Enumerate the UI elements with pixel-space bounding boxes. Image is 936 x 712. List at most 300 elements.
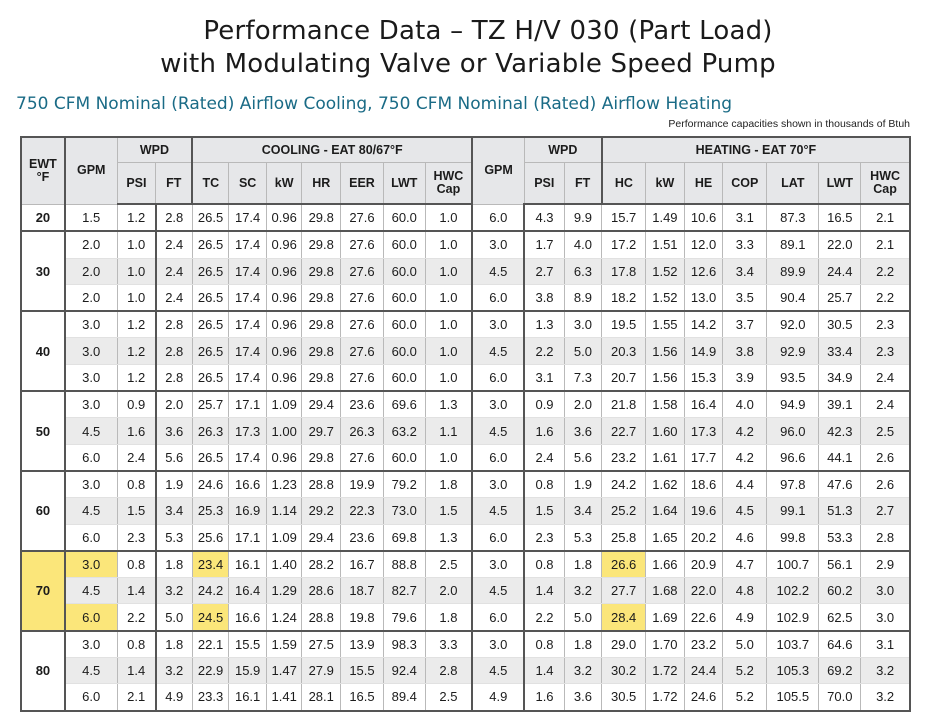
data-cell: 47.6 — [819, 471, 861, 498]
table-row — [21, 391, 910, 418]
data-cell: 1.0 — [117, 258, 156, 284]
data-cell: 1.4 — [117, 658, 156, 684]
data-cell: 1.60 — [646, 418, 685, 444]
column-header: TC — [192, 163, 229, 205]
data-cell: 1.59 — [266, 631, 302, 658]
data-cell: 17.2 — [602, 231, 646, 258]
data-cell: 4.9 — [156, 684, 193, 711]
data-cell: 19.8 — [341, 604, 384, 631]
data-cell: 26.5 — [192, 231, 229, 258]
data-cell: 0.96 — [266, 258, 302, 284]
data-cell: 3.0 — [472, 231, 524, 258]
data-cell: 4.4 — [723, 471, 767, 498]
data-cell: 3.0 — [65, 471, 117, 498]
data-cell: 1.8 — [564, 551, 602, 578]
data-cell: 24.4 — [819, 258, 861, 284]
data-cell: 94.9 — [767, 391, 819, 418]
data-cell: 3.0 — [564, 311, 602, 338]
data-cell: 1.0 — [425, 231, 472, 258]
data-cell: 16.6 — [229, 604, 267, 631]
data-cell: 63.2 — [383, 418, 425, 444]
data-cell: 16.4 — [684, 391, 723, 418]
data-cell: 3.0 — [65, 311, 117, 338]
data-cell: 96.0 — [767, 418, 819, 444]
data-cell: 1.61 — [646, 444, 685, 471]
data-cell: 2.2 — [524, 338, 564, 364]
data-cell: 1.24 — [266, 604, 302, 631]
column-header: PSI — [117, 163, 156, 205]
data-cell: 1.56 — [646, 338, 685, 364]
table-body — [21, 204, 910, 711]
data-cell: 27.7 — [602, 578, 646, 604]
data-cell: 60.0 — [383, 364, 425, 391]
data-cell: 3.2 — [156, 578, 193, 604]
data-cell: 2.3 — [117, 524, 156, 551]
data-cell: 4.2 — [723, 418, 767, 444]
data-cell: 2.5 — [425, 684, 472, 711]
column-header: HR — [302, 163, 341, 205]
data-cell: 1.8 — [425, 471, 472, 498]
data-cell: 1.5 — [425, 498, 472, 524]
data-cell: 2.2 — [861, 284, 910, 311]
data-cell: 3.6 — [156, 418, 193, 444]
data-cell: 1.3 — [425, 524, 472, 551]
data-cell: 3.9 — [723, 364, 767, 391]
data-cell: 27.6 — [341, 204, 384, 231]
data-cell: 6.0 — [65, 684, 117, 711]
data-cell: 15.5 — [229, 631, 267, 658]
data-cell: 100.7 — [767, 551, 819, 578]
data-cell: 88.8 — [383, 551, 425, 578]
data-cell: 1.8 — [425, 604, 472, 631]
data-cell: 2.4 — [156, 231, 193, 258]
data-cell: 29.8 — [302, 364, 341, 391]
data-cell: 28.4 — [602, 604, 646, 631]
table-row — [21, 524, 910, 551]
data-cell: 1.7 — [524, 231, 564, 258]
data-cell: 3.3 — [425, 631, 472, 658]
data-cell: 15.5 — [341, 658, 384, 684]
data-cell: 29.8 — [302, 231, 341, 258]
data-cell: 2.2 — [524, 604, 564, 631]
data-cell: 26.5 — [192, 364, 229, 391]
data-cell: 3.0 — [65, 338, 117, 364]
data-cell: 17.7 — [684, 444, 723, 471]
data-cell: 0.96 — [266, 338, 302, 364]
data-cell: 20.9 — [684, 551, 723, 578]
data-cell: 17.4 — [229, 204, 267, 231]
data-cell: 42.3 — [819, 418, 861, 444]
data-cell: 1.23 — [266, 471, 302, 498]
data-cell: 25.8 — [602, 524, 646, 551]
data-cell: 0.96 — [266, 284, 302, 311]
data-cell: 12.6 — [684, 258, 723, 284]
data-cell: 29.7 — [302, 418, 341, 444]
data-cell: 69.8 — [383, 524, 425, 551]
data-cell: 92.0 — [767, 311, 819, 338]
data-cell: 26.5 — [192, 444, 229, 471]
data-cell: 0.96 — [266, 444, 302, 471]
data-cell: 1.64 — [646, 498, 685, 524]
data-cell: 0.9 — [117, 391, 156, 418]
data-cell: 4.5 — [472, 418, 524, 444]
data-cell: 29.8 — [302, 204, 341, 231]
data-cell: 15.3 — [684, 364, 723, 391]
data-cell: 4.5 — [472, 338, 524, 364]
data-cell: 3.2 — [861, 658, 910, 684]
column-header: EER — [341, 163, 384, 205]
data-cell: 3.8 — [524, 284, 564, 311]
gpm-header-heating: GPM — [472, 137, 524, 204]
data-cell: 1.70 — [646, 631, 685, 658]
data-cell: 3.2 — [861, 684, 910, 711]
data-cell: 24.6 — [684, 684, 723, 711]
data-cell: 1.29 — [266, 578, 302, 604]
data-cell: 39.1 — [819, 391, 861, 418]
data-cell: 4.5 — [65, 498, 117, 524]
data-cell: 25.3 — [192, 498, 229, 524]
data-cell: 3.8 — [723, 338, 767, 364]
data-cell: 2.5 — [861, 418, 910, 444]
data-cell: 6.0 — [472, 204, 524, 231]
data-cell: 16.5 — [819, 204, 861, 231]
data-cell: 1.2 — [117, 364, 156, 391]
data-cell: 1.65 — [646, 524, 685, 551]
data-cell: 22.6 — [684, 604, 723, 631]
data-cell: 5.0 — [564, 338, 602, 364]
data-cell: 16.9 — [229, 498, 267, 524]
page-title: Performance Data – TZ H/V 030 (Part Load) — [203, 16, 773, 46]
data-cell: 1.68 — [646, 578, 685, 604]
table-row — [21, 311, 910, 338]
table-row — [21, 578, 910, 604]
data-cell: 29.8 — [302, 284, 341, 311]
data-cell: 60.0 — [383, 444, 425, 471]
column-header: LAT — [767, 163, 819, 205]
data-cell: 1.52 — [646, 284, 685, 311]
data-cell: 6.3 — [564, 258, 602, 284]
data-cell: 29.8 — [302, 444, 341, 471]
data-cell: 29.4 — [302, 524, 341, 551]
table-header — [21, 137, 910, 204]
table-row — [21, 631, 910, 658]
data-cell: 10.6 — [684, 204, 723, 231]
table-row — [21, 258, 910, 284]
data-cell: 1.52 — [646, 258, 685, 284]
data-cell: 23.6 — [341, 524, 384, 551]
data-cell: 23.6 — [341, 391, 384, 418]
data-cell: 19.5 — [602, 311, 646, 338]
data-cell: 79.6 — [383, 604, 425, 631]
data-cell: 5.6 — [156, 444, 193, 471]
data-cell: 1.0 — [425, 204, 472, 231]
data-cell: 5.0 — [156, 604, 193, 631]
data-cell: 26.6 — [602, 551, 646, 578]
data-cell: 3.0 — [861, 578, 910, 604]
data-cell: 3.5 — [723, 284, 767, 311]
data-cell: 20.3 — [602, 338, 646, 364]
data-cell: 17.8 — [602, 258, 646, 284]
data-cell: 1.49 — [646, 204, 685, 231]
data-cell: 1.8 — [156, 551, 193, 578]
data-cell: 17.4 — [229, 258, 267, 284]
data-cell: 23.3 — [192, 684, 229, 711]
column-header: SC — [229, 163, 267, 205]
column-header: kW — [266, 163, 302, 205]
column-header: HE — [684, 163, 723, 205]
data-cell: 2.4 — [117, 444, 156, 471]
data-cell: 1.0 — [117, 231, 156, 258]
data-cell: 1.5 — [117, 498, 156, 524]
data-cell: 89.9 — [767, 258, 819, 284]
data-cell: 34.9 — [819, 364, 861, 391]
data-cell: 4.5 — [472, 498, 524, 524]
data-cell: 16.4 — [229, 578, 267, 604]
data-cell: 27.5 — [302, 631, 341, 658]
data-cell: 79.2 — [383, 471, 425, 498]
data-cell: 27.6 — [341, 311, 384, 338]
data-cell: 93.5 — [767, 364, 819, 391]
data-cell: 22.3 — [341, 498, 384, 524]
column-header: COP — [723, 163, 767, 205]
table-row — [21, 658, 910, 684]
table-row — [21, 471, 910, 498]
ewt-value: 30 — [21, 231, 65, 311]
data-cell: 3.6 — [564, 418, 602, 444]
column-header: HC — [602, 163, 646, 205]
data-cell: 1.72 — [646, 684, 685, 711]
data-cell: 12.0 — [684, 231, 723, 258]
data-cell: 6.0 — [65, 604, 117, 631]
ewt-value: 60 — [21, 471, 65, 551]
data-cell: 2.3 — [524, 524, 564, 551]
data-cell: 60.0 — [383, 311, 425, 338]
data-cell: 3.0 — [861, 604, 910, 631]
data-cell: 28.6 — [302, 578, 341, 604]
data-cell: 29.8 — [302, 338, 341, 364]
data-cell: 4.5 — [472, 258, 524, 284]
data-cell: 2.6 — [861, 444, 910, 471]
data-cell: 30.5 — [602, 684, 646, 711]
data-cell: 60.0 — [383, 231, 425, 258]
data-cell: 1.0 — [425, 284, 472, 311]
data-cell: 53.3 — [819, 524, 861, 551]
data-cell: 89.1 — [767, 231, 819, 258]
data-cell: 0.8 — [524, 631, 564, 658]
table-row — [21, 231, 910, 258]
data-cell: 3.0 — [472, 471, 524, 498]
data-cell: 92.9 — [767, 338, 819, 364]
data-cell: 23.2 — [602, 444, 646, 471]
data-cell: 92.4 — [383, 658, 425, 684]
data-cell: 1.9 — [156, 471, 193, 498]
data-cell: 7.3 — [564, 364, 602, 391]
data-cell: 4.5 — [472, 578, 524, 604]
column-header: HWC Cap — [861, 163, 910, 205]
data-cell: 4.2 — [723, 444, 767, 471]
data-cell: 17.4 — [229, 364, 267, 391]
data-cell: 28.2 — [302, 551, 341, 578]
data-cell: 17.3 — [229, 418, 267, 444]
table-row — [21, 418, 910, 444]
data-cell: 6.0 — [472, 444, 524, 471]
ewt-value: 50 — [21, 391, 65, 471]
data-cell: 2.4 — [524, 444, 564, 471]
data-cell: 29.8 — [302, 311, 341, 338]
data-cell: 16.1 — [229, 551, 267, 578]
data-cell: 1.41 — [266, 684, 302, 711]
data-cell: 1.66 — [646, 551, 685, 578]
data-cell: 16.7 — [341, 551, 384, 578]
data-cell: 24.2 — [602, 471, 646, 498]
data-cell: 1.40 — [266, 551, 302, 578]
table-row — [21, 684, 910, 711]
data-cell: 23.2 — [684, 631, 723, 658]
data-cell: 17.4 — [229, 311, 267, 338]
data-cell: 3.7 — [723, 311, 767, 338]
column-header: kW — [646, 163, 685, 205]
data-cell: 1.58 — [646, 391, 685, 418]
data-cell: 1.47 — [266, 658, 302, 684]
table-row — [21, 604, 910, 631]
data-cell: 1.4 — [117, 578, 156, 604]
cooling-header: COOLING - EAT 80/67°F — [192, 137, 472, 163]
data-cell: 2.3 — [861, 338, 910, 364]
page-title-line-2: with Modulating Valve or Variable Speed Pump — [160, 49, 776, 79]
data-cell: 20.7 — [602, 364, 646, 391]
column-header: FT — [156, 163, 193, 205]
data-cell: 0.96 — [266, 311, 302, 338]
data-cell: 2.1 — [117, 684, 156, 711]
data-cell: 26.3 — [341, 418, 384, 444]
data-cell: 28.8 — [302, 471, 341, 498]
data-cell: 29.0 — [602, 631, 646, 658]
data-cell: 0.8 — [524, 551, 564, 578]
data-cell: 0.9 — [524, 391, 564, 418]
data-cell: 21.8 — [602, 391, 646, 418]
data-cell: 1.6 — [524, 418, 564, 444]
data-cell: 3.4 — [723, 258, 767, 284]
data-cell: 3.0 — [472, 311, 524, 338]
data-cell: 26.5 — [192, 204, 229, 231]
data-cell: 102.2 — [767, 578, 819, 604]
data-cell: 62.5 — [819, 604, 861, 631]
data-cell: 27.6 — [341, 284, 384, 311]
data-cell: 29.4 — [302, 391, 341, 418]
data-cell: 1.2 — [117, 204, 156, 231]
data-cell: 4.5 — [723, 498, 767, 524]
ewt-value: 40 — [21, 311, 65, 391]
data-cell: 3.2 — [156, 658, 193, 684]
data-cell: 2.0 — [156, 391, 193, 418]
data-cell: 15.7 — [602, 204, 646, 231]
data-cell: 103.7 — [767, 631, 819, 658]
column-header: LWT — [819, 163, 861, 205]
data-cell: 2.4 — [156, 284, 193, 311]
data-cell: 22.1 — [192, 631, 229, 658]
data-cell: 89.4 — [383, 684, 425, 711]
data-cell: 17.1 — [229, 524, 267, 551]
data-cell: 22.9 — [192, 658, 229, 684]
data-cell: 105.3 — [767, 658, 819, 684]
data-cell: 13.9 — [341, 631, 384, 658]
data-cell: 0.96 — [266, 364, 302, 391]
data-cell: 87.3 — [767, 204, 819, 231]
ewt-value: 20 — [21, 204, 65, 231]
data-cell: 0.8 — [117, 631, 156, 658]
airflow-subtitle: 750 CFM Nominal (Rated) Airflow Cooling, 750 CFM Nominal (Rated) Airflow Heating — [16, 94, 733, 114]
table-row — [21, 204, 910, 231]
data-cell: 56.1 — [819, 551, 861, 578]
data-cell: 3.2 — [564, 578, 602, 604]
data-cell: 6.0 — [472, 604, 524, 631]
data-cell: 2.5 — [425, 551, 472, 578]
data-cell: 27.6 — [341, 338, 384, 364]
data-cell: 2.1 — [861, 204, 910, 231]
data-cell: 4.9 — [723, 604, 767, 631]
data-cell: 3.1 — [524, 364, 564, 391]
data-cell: 1.09 — [266, 391, 302, 418]
data-cell: 2.4 — [861, 391, 910, 418]
data-cell: 0.8 — [117, 471, 156, 498]
data-cell: 1.69 — [646, 604, 685, 631]
wpd-header-heating: WPD — [524, 137, 601, 163]
table-row — [21, 338, 910, 364]
data-cell: 3.0 — [472, 391, 524, 418]
data-cell: 3.4 — [564, 498, 602, 524]
data-cell: 2.7 — [524, 258, 564, 284]
data-cell: 24.5 — [192, 604, 229, 631]
column-header: LWT — [383, 163, 425, 205]
data-cell: 1.51 — [646, 231, 685, 258]
table-row — [21, 284, 910, 311]
data-cell: 5.0 — [723, 631, 767, 658]
data-cell: 98.3 — [383, 631, 425, 658]
data-cell: 25.7 — [819, 284, 861, 311]
data-cell: 4.9 — [472, 684, 524, 711]
data-cell: 2.8 — [156, 204, 193, 231]
column-header: PSI — [524, 163, 564, 205]
data-cell: 6.0 — [472, 524, 524, 551]
data-cell: 1.56 — [646, 364, 685, 391]
performance-table — [20, 136, 911, 712]
data-cell: 1.6 — [117, 418, 156, 444]
data-cell: 4.8 — [723, 578, 767, 604]
data-cell: 1.6 — [524, 684, 564, 711]
data-cell: 96.6 — [767, 444, 819, 471]
data-cell: 5.3 — [156, 524, 193, 551]
data-cell: 19.6 — [684, 498, 723, 524]
wpd-header-cooling: WPD — [117, 137, 192, 163]
column-header: HWC Cap — [425, 163, 472, 205]
data-cell: 16.6 — [229, 471, 267, 498]
data-cell: 1.0 — [425, 364, 472, 391]
data-cell: 3.0 — [472, 551, 524, 578]
data-cell: 1.5 — [65, 204, 117, 231]
data-cell: 3.0 — [472, 631, 524, 658]
data-cell: 2.1 — [861, 231, 910, 258]
data-cell: 1.2 — [117, 311, 156, 338]
data-cell: 14.2 — [684, 311, 723, 338]
table-row — [21, 498, 910, 524]
data-cell: 4.5 — [65, 418, 117, 444]
data-cell: 1.00 — [266, 418, 302, 444]
table-row — [21, 551, 910, 578]
data-cell: 102.9 — [767, 604, 819, 631]
data-cell: 22.0 — [684, 578, 723, 604]
data-cell: 27.6 — [341, 444, 384, 471]
data-cell: 5.3 — [564, 524, 602, 551]
